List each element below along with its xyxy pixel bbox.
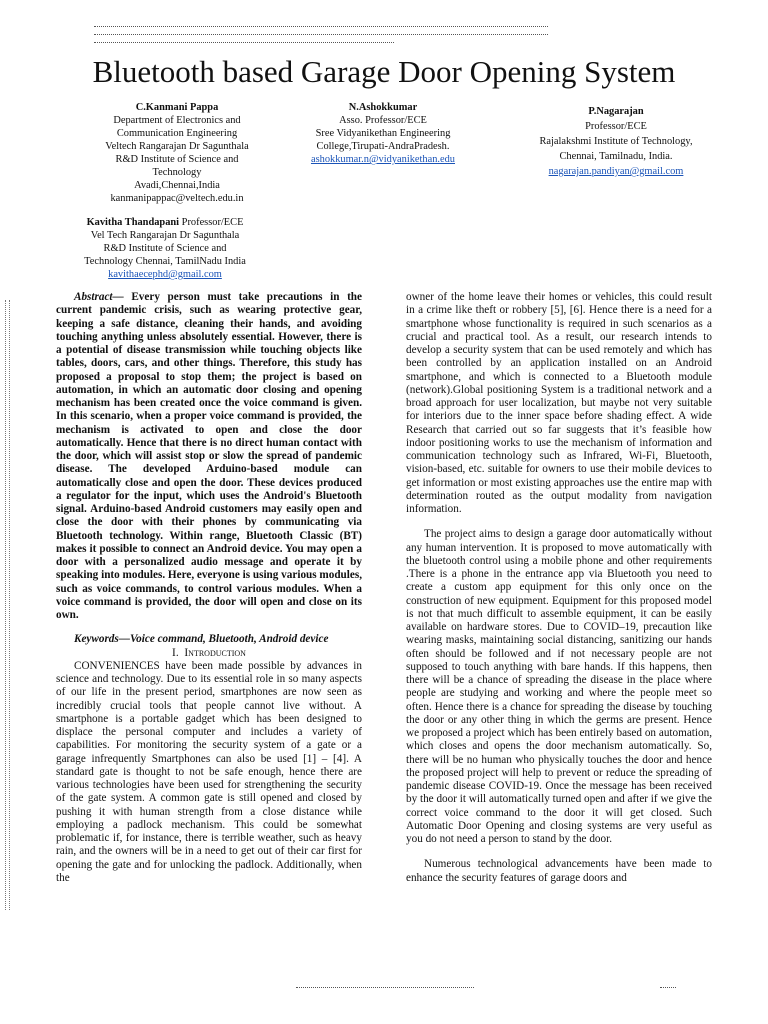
author-email: kanmanipappac@veltech.edu.in bbox=[110, 193, 244, 204]
right-column bbox=[406, 291, 712, 885]
author-affiliation-line: Avadi,Chennai,India bbox=[134, 180, 220, 191]
author-name: Kavitha Thandapani bbox=[86, 217, 180, 228]
abstract bbox=[56, 291, 362, 622]
section-title: Introduction bbox=[184, 646, 246, 659]
author-affiliation-line: Department of Electronics and bbox=[113, 115, 241, 126]
author-block-1 bbox=[62, 101, 292, 205]
footer-page-number bbox=[660, 987, 676, 988]
author-affiliation-line: Technology Chennai, TamilNadu India bbox=[84, 256, 246, 267]
author-affiliation-line: Rajalakshmi Institute of Technology, bbox=[539, 136, 693, 147]
right-paragraph-3: Numerous technological advancements have been made to enhance the security features of garage doors and bbox=[406, 858, 712, 884]
author-block-4 bbox=[40, 216, 290, 281]
header-line-1 bbox=[94, 26, 548, 27]
author-email-link[interactable]: kavithaecephd@gmail.com bbox=[108, 269, 222, 280]
author-block-2 bbox=[268, 101, 498, 166]
keywords: Keywords—Voice command, Bluetooth, Android device bbox=[74, 633, 329, 646]
abstract-text: Every person must take precautions in the current pandemic crisis, such as wearing protective gear, keeping a safe distance, cleaning their hands, and avoiding touching anything unless absolutely essential. However, there is a potential of disease transmission while touching objects like tables, doors, cars, and other things. Therefore, this study has proposed a proposal to stop them; the project is based on automation, in which an automatic door closing and opening mechanism has been created once the voice command is given. In this scenario, when a proper voice command is provided, the mechanism is activated to open and close the door automatically. Hence that there is no direct human contact with the door, which will assist stop or slow the spread of pandemic disease. The developed Arduino-based module can automatically close and open the door. These devices produced a regulator for the input, which uses the Android's Bluetooth signal. Arduino-based Android customers may easily open and close the door with their phones by communicating via Bluetooth technology. Within range, Bluetooth Classic (BT) makes it possible to connect an Android device. You may open a door with a personalized audio message and operate it by speaking into modules. Here, everyone is using various modules, such as voice commands, to control various modules. When a voice command is provided, the door will open and close on its own. bbox=[56, 291, 362, 621]
author-name: P.Nagarajan bbox=[588, 106, 644, 117]
header-line-3 bbox=[94, 42, 394, 43]
right-paragraph-2: The project aims to design a garage door automatically without any human intervention. It is proposed to move automatically with the bluetooth control using a mobile phone and other requirements .There is a phone in the entrance app via Bluetooth you need to create a custom app equipment for this only once on the construction of new equipment. Equipment for this proposed model is not that much difficult to assemble equipment, it can be easily available on hardware stores. Due to COVID–19, precaution like wearing masks, maintaining social distancing, sanitizing our hands often should be followed and if not necessary people are not supposed to touch anything with bare hands. If this happens, then there will be a chance of spreading the disease in the place where people are studying and working and where the people meet so often. Hence there is a chance for spreading the disease by touching the door or any other thing in which the germs are present. Hence we proposed a project which has been entirely based on automation, which closes and opens the door mechanism automatically. So, there will be no human who physically touches the door and hence the proposed project will help to prevent or reduce the spreading of pandemic disease COVID-19. Once the message has been received by the door it will automatically turned open and after if we give the correct voice command to the door it will get closed. Such Automatic Door Opening and closing systems are very useful as you do not need a person to stand by the door. bbox=[406, 528, 713, 845]
author-affiliation-line: Communication Engineering bbox=[116, 128, 238, 139]
author-affiliation-line: Vel Tech Rangarajan Dr Sagunthala bbox=[90, 230, 240, 241]
author-affiliation-line: Sree Vidyanikethan Engineering bbox=[315, 128, 451, 139]
author-email-link[interactable]: ashokkumar.n@vidyanikethan.edu bbox=[310, 154, 456, 165]
author-affiliation-line: Chennai, Tamilnadu, India. bbox=[559, 151, 673, 162]
author-name: C.Kanmani Pappa bbox=[135, 102, 219, 113]
author-affiliation-line: Professor/ECE bbox=[585, 121, 647, 132]
intro-paragraph-1: CONVENIENCES have been made possible by advances in science and technology. Due to its essential role in so many aspects of our life in the present period, smartphones are now seen as incredibly crucial tools that people cannot live without. A smartphone is a portable gadget which has been designed to displace the personal computer and includes a variety of capabilities. For monitoring the security system of a gate or a garage infrequently Smartphones can also be used [1] – [4]. A standard gate is thought to not be safe enough, hence there are various technologies have been used for strengthening the security of the gate system. A common gate is still opened and closed by pushing it with human strength from a close distance while employing a padlock mechanism. This could be somewhat problematic if, for instance, there is terrible weather, such as heavy rain, and the owners will be in a need to get out of their car first for opening the gate and for unlocking the padlock. Additionally, when the bbox=[56, 659, 362, 884]
abstract-lead: Abstract— bbox=[74, 291, 124, 303]
paper-title: Bluetooth based Garage Door Opening System bbox=[92, 54, 676, 89]
author-affiliation-line: College,Tirupati-AndraPradesh. bbox=[316, 141, 450, 152]
left-column bbox=[56, 291, 362, 885]
section-heading bbox=[56, 647, 362, 660]
section-number: I. bbox=[172, 646, 179, 659]
author-affiliation-line: Veltech Rangarajan Dr Sagunthala bbox=[105, 141, 249, 152]
author-role: Professor/ECE bbox=[179, 217, 244, 228]
author-block-3 bbox=[500, 104, 732, 179]
margin-identifier-strip bbox=[5, 300, 10, 910]
author-affiliation-line: Asso. Professor/ECE bbox=[339, 115, 427, 126]
right-paragraph-1: owner of the home leave their homes or vehicles, this could result in a crime like theft or robbery [5], [6]. Hence there is a need for a smartphone whose functionality is required in such scenarios as a crucial and practical tool. As a result, our research intends to develop a security system that can be used remotely and which has been controlled by an application installed on an Android smartphone, and which is connected to a Bluetooth module (network).Global positioning System is a traditional network and a broad approach for user localization, but maybe not very suitable for interiors due to the inner space before shading effect. A wide Research that carried out so far suggests that it’s feasible how indoor positioning works to use the mechanism of information and communication technology such as Infrared, Wi-Fi, Bluetooth, vision-based, etc. suitable for owners to use their mobile devices to get information or most existing approaches use the entire map with determination routed as the output modality from navigation information. bbox=[406, 291, 712, 515]
author-email-link[interactable]: nagarajan.pandiyan@gmail.com bbox=[548, 166, 684, 177]
author-affiliation-line: Technology bbox=[152, 167, 202, 178]
footer-copyright-line bbox=[296, 987, 474, 988]
author-affiliation-line: R&D Institute of Science and bbox=[115, 154, 239, 165]
author-name: N.Ashokkumar bbox=[348, 102, 418, 113]
header-line-2 bbox=[94, 34, 548, 35]
author-affiliation-line: R&D Institute of Science and bbox=[103, 243, 227, 254]
